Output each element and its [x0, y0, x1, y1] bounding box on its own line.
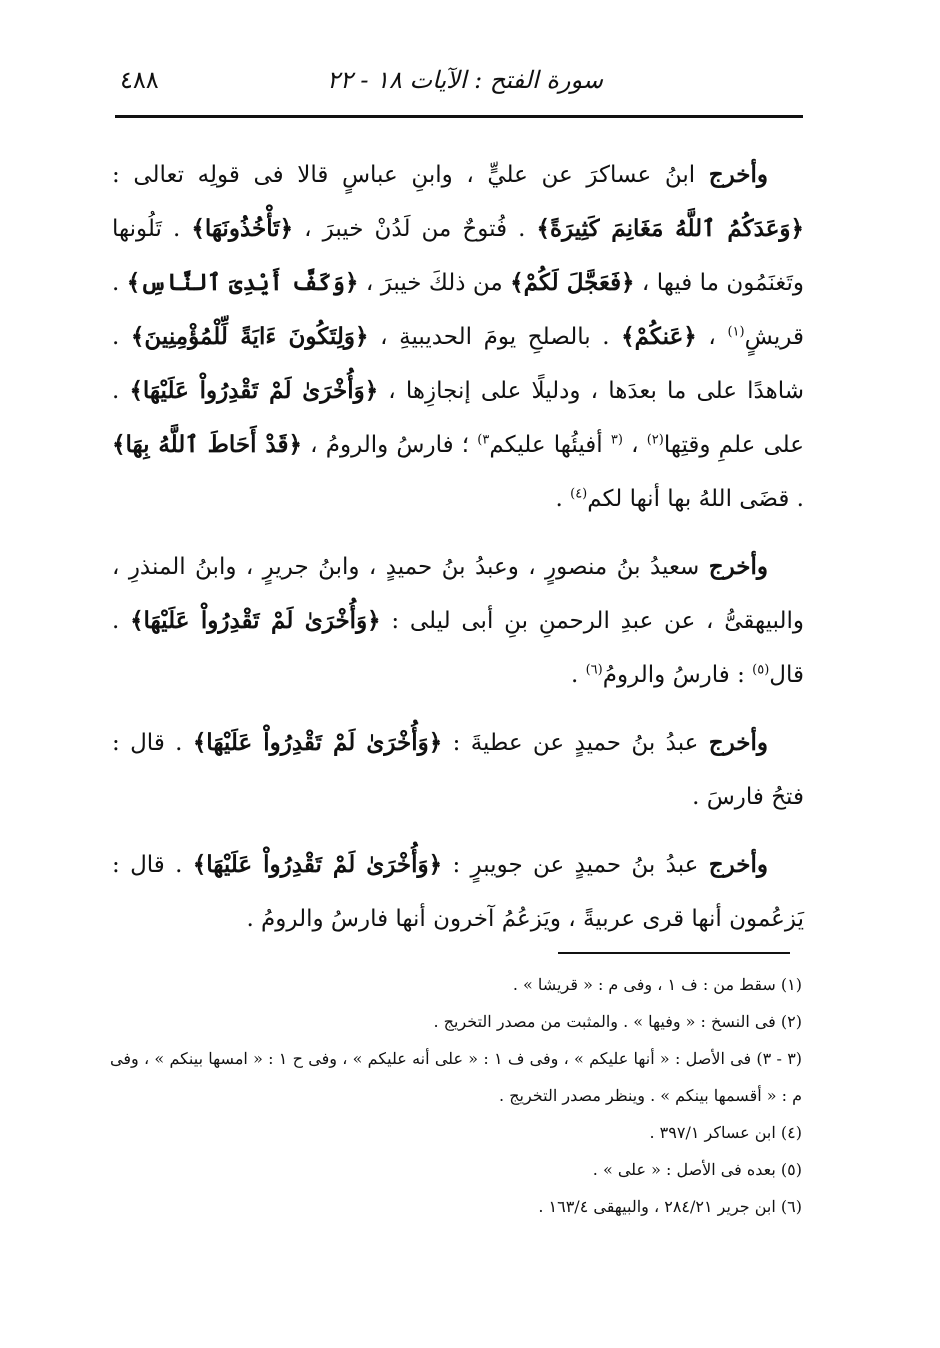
footnote-marker: (٣ [610, 432, 623, 448]
text-run: . قال : فتحُ فارسَ . [112, 730, 804, 810]
text-run: . قضَى اللهُ بها أنها لكم [587, 486, 804, 512]
quran-quote: ﴿قَدْ أَحَاطَ ٱللَّهُ بِهَا﴾ [112, 431, 302, 458]
text-run: عبدُ بنُ حميدٍ عن جويبرٍ : [442, 852, 709, 878]
text-run: ؛ فارسُ والرومُ ، [301, 432, 478, 458]
quran-quote: ﴿وَأُخْرَىٰ لَمْ تَقْدِرُواْ عَلَيْهَا﴾ [192, 851, 443, 878]
quran-quote: ﴿وَعَدَكُمُ ٱللَّهُ مَغَانِمَ كَثِيرَةً﴾ [536, 215, 804, 242]
footnote-marker: (٥) [752, 662, 770, 678]
quran-quote: ﴿فَعَجَّلَ لَكُمْ﴾ [510, 269, 635, 296]
text-run: من ذلكَ خيبرَ ، [358, 270, 511, 296]
text-run: ، [696, 324, 728, 350]
text-run: . قال [112, 608, 804, 688]
footnote: (٥) بعده فى الأصل : « على » . [592, 1160, 802, 1179]
quran-quote: ﴿وَأُخْرَىٰ لَمْ تَقْدِرُواْ عَلَيْهَا﴾ [130, 607, 381, 634]
paragraph-lead-word: وأخرج [708, 553, 768, 580]
text-run: . على علمِ وقتِها [112, 378, 804, 458]
footnote-marker: (٢) [646, 432, 664, 448]
body-paragraph [112, 716, 804, 824]
page-number: ٤٨٨ [120, 66, 159, 94]
quran-quote: ﴿عَنكُمْ﴾ [621, 323, 697, 350]
quran-quote: ﴿وَلِتَكُونَ ءَايَةً لِّلْمُؤْمِنِينَ﴾ [130, 323, 369, 350]
text-run: ابنُ عساكرَ عن عليٍّ ، وابنِ عباسٍ قالا فى قولِه تعالى : [112, 162, 709, 188]
footnote: (٣ - ٣) فى الأصل : « أنها عليكم » ، وفى ف ١ : « على أنه عليكم » ، وفى ح ١ : « امسها بينكم » ، وفى م : « أقسمها بينكم » . وينظر مصدر التخريج . [110, 1049, 803, 1105]
main-text [112, 148, 804, 960]
text-run: . بالصلحِ يومَ الحديبيةِ ، [368, 324, 622, 350]
text-run: . تَلُونها وتَغنَمُون ما فيها ، [112, 216, 805, 296]
text-run: . قريشٍ [112, 270, 804, 350]
text-run: . فُتوحٌ من لَدُنْ خيبرَ ، [293, 216, 537, 242]
text-run: سعيدُ بنُ منصورٍ ، وعبدُ بنُ حميدٍ ، وابنُ جريرٍ ، وابنُ المنذرِ ، والبيهقىُّ ، عن عبدِ الرحمنِ بنِ أبى ليلى : [112, 554, 804, 634]
footnote: (٤) ابن عساكر ٣٩٧/١ . [649, 1123, 802, 1142]
footnote-marker: (١) [727, 324, 745, 340]
text-run: . [555, 486, 571, 512]
body-paragraph [112, 838, 804, 946]
text-run: أفيئُها عليكم [489, 432, 611, 458]
quran-quote: ﴿وَأُخْرَىٰ لَمْ تَقْدِرُواْ عَلَيْهَا﴾ [192, 729, 443, 756]
footnote-marker: (٦) [585, 662, 603, 678]
text-run: : فارسُ والرومُ [602, 662, 753, 688]
footnote-marker: (٤) [570, 486, 588, 502]
paragraph-lead-word: وأخرج [708, 161, 768, 188]
body-paragraph [112, 540, 804, 702]
quran-quote: ﴿وَكَفَّ أَيْدِىَ ٱلنَّاسِ﴾ [126, 269, 359, 296]
footnotes [110, 966, 802, 1225]
paragraph-lead-word: وأخرج [708, 851, 768, 878]
footnote: (١) سقط من : ف ١ ، وفى م : « قريشا » . [512, 975, 802, 994]
text-run: . قال : يَزعُمون أنها قرى عربيةً ، ويَزعُمُ آخرون أنها فارسُ والرومُ . [112, 852, 804, 932]
body-paragraph [112, 148, 804, 526]
footnote: (٢) فى النسخ : « وفيها » . والمثبت من مصدر التخريج . [433, 1012, 802, 1031]
page-header [110, 60, 800, 106]
text-run: عبدُ بنُ حميدٍ عن عطيةَ : [442, 730, 709, 756]
header-rule [115, 115, 803, 118]
footnote-marker: ٣) [477, 432, 490, 448]
running-title: سورة الفتح : الآيات ١٨ - ٢٢ [326, 66, 603, 94]
quran-quote: ﴿وَأُخْرَىٰ لَمْ تَقْدِرُواْ عَلَيْهَا﴾ [129, 377, 379, 404]
footnote: (٦) ابن جرير ٢٨٤/٢١ ، والبيهقى ١٦٣/٤ . [538, 1197, 802, 1216]
quran-quote: ﴿تَأْخُذُونَهَا﴾ [191, 215, 294, 242]
text-run: . شاهدًا على ما بعدَها ، ودليلًا على إنجازِها ، [112, 324, 804, 404]
text-run: . [570, 662, 586, 688]
footnote-separator [558, 952, 790, 954]
text-run: ، [622, 432, 647, 458]
paragraph-lead-word: وأخرج [708, 729, 768, 756]
